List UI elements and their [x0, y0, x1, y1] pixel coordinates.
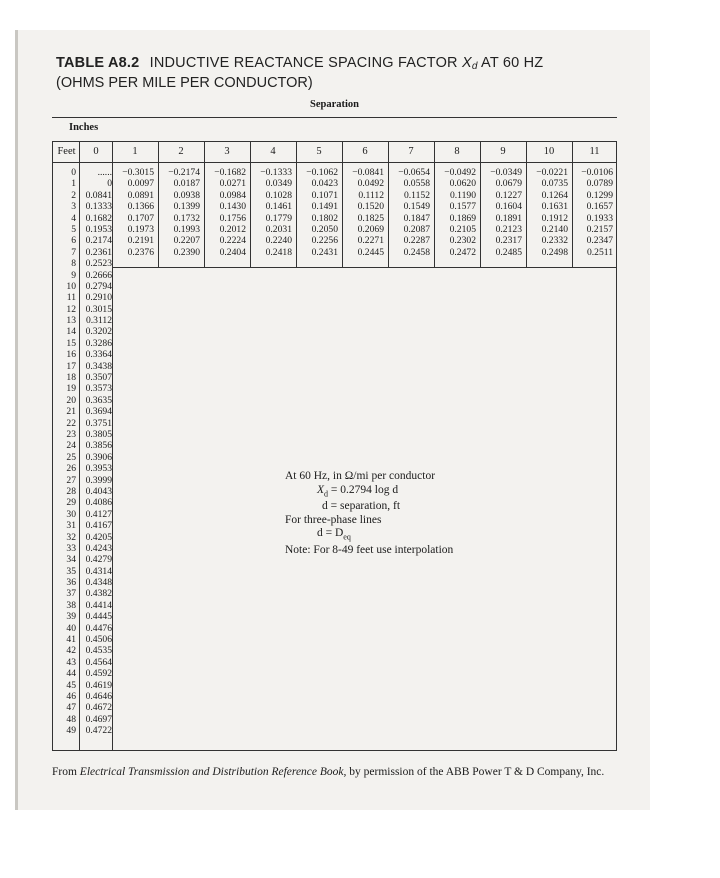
feet-cell: 46 — [66, 690, 76, 702]
credit-prefix: From — [52, 766, 80, 778]
value-cell: 0.2445 — [357, 246, 384, 258]
inch-0-cell: 0.4619 — [85, 679, 112, 691]
value-cell: 0.2287 — [403, 235, 430, 247]
feet-cell: 20 — [66, 394, 76, 406]
inch-11-column — [572, 167, 613, 258]
value-cell: 0.1891 — [495, 212, 522, 224]
value-cell: 0.1779 — [265, 212, 292, 224]
value-cell: 0.1549 — [403, 201, 430, 213]
inch-3-column — [204, 167, 246, 258]
value-cell: 0.1071 — [311, 189, 338, 201]
inch-0-cell: 0.4279 — [85, 554, 112, 566]
inch-0-cell: 0.4564 — [85, 656, 112, 668]
inch-0-cell: 0.3286 — [85, 337, 112, 349]
inch-0-cell: 0.2666 — [85, 269, 112, 281]
inch-0-cell: 0.1953 — [85, 223, 112, 235]
inch-0-cell: 0.4414 — [85, 599, 112, 611]
value-cell: 0.1933 — [586, 212, 613, 224]
inch-2-column — [158, 167, 200, 258]
value-cell: 0.1604 — [495, 201, 522, 213]
inch-8-column — [434, 167, 476, 258]
inch-0-cell: 0.3112 — [85, 315, 112, 327]
inch-0-cell: 0.4535 — [85, 645, 112, 657]
value-cell: 0.2050 — [311, 223, 338, 235]
separation-rule — [52, 117, 617, 118]
value-cell: 0.2207 — [173, 235, 200, 247]
value-cell: 0.2123 — [495, 223, 522, 235]
feet-cell: 7 — [71, 246, 76, 258]
header-inch-6: 6 — [362, 146, 368, 157]
header-inch-2: 2 — [178, 146, 184, 157]
inch-0-cell: 0.2794 — [85, 280, 112, 292]
feet-cell: 45 — [66, 679, 76, 691]
value-cell: 0.2332 — [541, 235, 568, 247]
inch-0-cell: 0.3999 — [85, 474, 112, 486]
value-cell: 0.1366 — [127, 201, 154, 213]
feet-cell: 32 — [66, 531, 76, 543]
credit-suffix: by permission of the ABB Power T & D Company, Inc. — [346, 766, 605, 778]
feet-cell: 14 — [66, 326, 76, 338]
inch-0-cell: 0.4382 — [85, 588, 112, 600]
value-cell: 0.1299 — [586, 189, 613, 201]
inch-9-column — [480, 167, 522, 258]
value-cell: 0.2302 — [449, 235, 476, 247]
inch-0-cell: 0.2174 — [85, 235, 112, 247]
feet-cell: 21 — [66, 406, 76, 418]
value-cell: 0.1152 — [403, 189, 430, 201]
inch-0-cell: 0.3573 — [85, 383, 112, 395]
header-inch-0: 0 — [93, 146, 99, 157]
header-inch-1: 1 — [132, 146, 138, 157]
inch-1-column — [112, 167, 154, 258]
inch-0-cell: 0.2361 — [85, 246, 112, 258]
inch-0-cell: 0.4348 — [85, 577, 112, 589]
inch-0-cell: 0.0841 — [85, 189, 112, 201]
value-cell: 0.1264 — [541, 189, 568, 201]
value-cell: 0.2105 — [449, 223, 476, 235]
inch-0-cell: 0.1682 — [85, 212, 112, 224]
value-cell: 0.1399 — [173, 201, 200, 213]
feet-cell: 30 — [66, 508, 76, 520]
feet-cell: 35 — [66, 565, 76, 577]
value-cell: 0.2418 — [265, 246, 292, 258]
inch-0-cell: 0.3694 — [85, 406, 112, 418]
inch-0-cell: 0.2910 — [85, 292, 112, 304]
title-symbol: X — [461, 55, 472, 71]
inch-0-cell: 0.3906 — [85, 451, 112, 463]
header-inch-7: 7 — [408, 146, 414, 157]
inch-0-cell: 0.3364 — [85, 349, 112, 361]
inch-0-cell: 0.3953 — [85, 463, 112, 475]
inch-0-cell: 0.3805 — [85, 428, 112, 440]
value-cell: 0.1756 — [219, 212, 246, 224]
feet-cell: 13 — [66, 315, 76, 327]
value-cell: −0.0841 — [352, 167, 384, 178]
feet-cell: 2 — [71, 189, 76, 201]
value-cell: 0.2390 — [173, 246, 200, 258]
value-cell: 0.0891 — [127, 189, 154, 201]
title-symbol-subscript: d — [471, 61, 478, 72]
inch-4-column — [250, 167, 292, 258]
feet-column — [53, 167, 79, 737]
note-units: At 60 Hz, in Ω/mi per conductor — [285, 470, 436, 482]
feet-cell: 18 — [66, 372, 76, 384]
feet-cell: 24 — [66, 440, 76, 452]
feet-cell: 37 — [66, 588, 76, 600]
table-label: TABLE A8.2 — [56, 55, 140, 71]
header-inch-5: 5 — [316, 146, 322, 157]
title-line-2: (OHMS PER MILE PER CONDUCTOR) — [56, 75, 313, 91]
value-cell: 0.0271 — [219, 178, 246, 190]
value-cell: 0.2485 — [495, 246, 522, 258]
value-cell: 0.2256 — [311, 235, 338, 247]
value-cell: 0.0938 — [173, 189, 200, 201]
value-cell: 0.0679 — [495, 178, 522, 190]
inch-10-column — [526, 167, 568, 258]
formula-note — [285, 470, 453, 558]
feet-cell: 47 — [66, 702, 76, 714]
value-cell: 0.1802 — [311, 212, 338, 224]
note-separation-def: d = separation, ft — [322, 500, 401, 513]
value-cell: 0.1912 — [541, 212, 568, 224]
title-text: INDUCTIVE REACTANCE SPACING FACTOR — [149, 55, 458, 71]
header-inch-3: 3 — [224, 146, 230, 157]
table-header-row — [53, 142, 616, 163]
value-cell: 0.1112 — [358, 189, 384, 201]
feet-cell: 33 — [66, 542, 76, 554]
value-cell: 0.1847 — [403, 212, 430, 224]
value-cell: −0.1682 — [214, 167, 246, 178]
value-cell: 0.2031 — [265, 223, 292, 235]
feet-cell: 26 — [66, 463, 76, 475]
feet-cell: 9 — [71, 269, 76, 281]
value-cell: 0.2240 — [265, 235, 292, 247]
feet-cell: 0 — [71, 167, 76, 178]
inches-label: Inches — [69, 122, 99, 133]
value-cell: 0.1993 — [173, 223, 200, 235]
value-cell: 0.0097 — [127, 178, 154, 190]
inch-5-column — [296, 167, 338, 258]
note-three-phase: For three-phase lines — [285, 513, 382, 526]
deq-expression: d = D — [317, 527, 344, 540]
header-inch-10: 10 — [543, 146, 555, 157]
feet-cell: 29 — [66, 497, 76, 509]
note-deq — [285, 527, 453, 544]
formula-symbol: X — [317, 483, 325, 496]
inch-0-cell: 0.2523 — [85, 258, 112, 270]
inch-0-cell: 0.3438 — [85, 360, 112, 372]
value-cell: −0.0492 — [444, 167, 476, 178]
feet-cell: 31 — [66, 520, 76, 532]
inch-0-cell: 0.4722 — [85, 725, 112, 737]
title-line-1 — [56, 55, 543, 75]
value-cell: 0.1973 — [127, 223, 154, 235]
values-block-bottom — [112, 267, 617, 268]
inch-0-cell: 0.4205 — [85, 531, 112, 543]
value-cell: 0.1577 — [449, 201, 476, 213]
feet-cell: 3 — [71, 201, 76, 213]
feet-cell: 16 — [66, 349, 76, 361]
header-inch-8: 8 — [454, 146, 460, 157]
feet-cell: 10 — [66, 280, 76, 292]
feet-cell: 12 — [66, 303, 76, 315]
inch-0-cell: 0.3202 — [85, 326, 112, 338]
value-cell: 0.0423 — [311, 178, 338, 190]
value-cell: −0.1333 — [260, 167, 292, 178]
value-cell: −0.2174 — [168, 167, 200, 178]
value-cell: 0.2069 — [357, 223, 384, 235]
inch-0-cell: 0.3015 — [85, 303, 112, 315]
inch-6-column — [342, 167, 384, 258]
inch-7-column — [388, 167, 430, 258]
value-cell: −0.0349 — [490, 167, 522, 178]
header-feet: Feet — [57, 146, 76, 157]
value-cell: 0.1461 — [265, 201, 292, 213]
value-cell: 0.1190 — [449, 189, 476, 201]
inch-0-cell: 0.3507 — [85, 372, 112, 384]
inch-0-cell: 0 — [107, 178, 112, 190]
feet-cell: 41 — [66, 634, 76, 646]
value-cell: 0.1825 — [357, 212, 384, 224]
feet-cell: 19 — [66, 383, 76, 395]
value-cell: 0.1707 — [127, 212, 154, 224]
inch-0-cell: 0.4506 — [85, 634, 112, 646]
feet-cell: 8 — [71, 258, 76, 270]
value-cell: 0.1657 — [586, 201, 613, 213]
inch-0-cell: 0.4697 — [85, 713, 112, 725]
value-cell: 0.1631 — [541, 201, 568, 213]
feet-cell: 39 — [66, 611, 76, 623]
feet-cell: 27 — [66, 474, 76, 486]
feet-cell: 38 — [66, 599, 76, 611]
value-cell: 0.2511 — [586, 246, 613, 258]
inch-0-cell: 0.3751 — [85, 417, 112, 429]
inch-0-cell: 0.4592 — [85, 668, 112, 680]
inch-0-column — [80, 167, 112, 737]
feet-cell: 48 — [66, 713, 76, 725]
value-cell: 0.1430 — [219, 201, 246, 213]
feet-cell: 17 — [66, 360, 76, 372]
formula-subscript: d — [324, 488, 329, 498]
feet-cell: 15 — [66, 337, 76, 349]
value-cell: 0.2347 — [586, 235, 613, 247]
value-cell: −0.1062 — [306, 167, 338, 178]
value-cell: 0.2498 — [541, 246, 568, 258]
feet-cell: 40 — [66, 622, 76, 634]
source-credit — [52, 765, 617, 779]
feet-cell: 25 — [66, 451, 76, 463]
reactance-table — [52, 141, 617, 751]
header-inch-11: 11 — [589, 146, 600, 157]
value-cell: 0.0558 — [403, 178, 430, 190]
value-cell: 0.2317 — [495, 235, 522, 247]
inch-0-cell: 0.1333 — [85, 201, 112, 213]
inch-0-cell: 0.3856 — [85, 440, 112, 452]
value-cell: 0.2472 — [449, 246, 476, 258]
note-formula — [285, 484, 453, 501]
value-cell: 0.1227 — [495, 189, 522, 201]
inch-0-cell: 0.4086 — [85, 497, 112, 509]
value-cell: 0.2404 — [219, 246, 246, 258]
inch-0-cell: ...... — [97, 167, 112, 178]
inch-0-cell: 0.4672 — [85, 702, 112, 714]
separation-label: Separation — [310, 99, 360, 110]
feet-cell: 42 — [66, 645, 76, 657]
inch-0-cell: 0.4127 — [85, 508, 112, 520]
inch-0-cell: 0.4476 — [85, 622, 112, 634]
table-title — [56, 55, 543, 91]
header-inch-4: 4 — [270, 146, 276, 157]
value-cell: 0.1732 — [173, 212, 200, 224]
value-cell: 0.0620 — [449, 178, 476, 190]
value-cell: 0.2458 — [403, 246, 430, 258]
value-cell: 0.1869 — [449, 212, 476, 224]
inch-0-cell: 0.4314 — [85, 565, 112, 577]
feet-cell: 36 — [66, 577, 76, 589]
value-cell: −0.0654 — [398, 167, 430, 178]
value-cell: 0.0349 — [265, 178, 292, 190]
value-cell: 0.2376 — [127, 246, 154, 258]
value-cell: 0.0789 — [586, 178, 613, 190]
value-cell: −0.0221 — [536, 167, 568, 178]
value-cell: 0.2012 — [219, 223, 246, 235]
inch-0-cell: 0.4243 — [85, 542, 112, 554]
feet-cell: 34 — [66, 554, 76, 566]
feet-cell: 1 — [71, 178, 76, 190]
note-interpolation: Note: For 8-49 feet use interpolation — [285, 544, 454, 557]
formula-expression: = 0.2794 log d — [328, 483, 399, 496]
inch-0-cell: 0.4445 — [85, 611, 112, 623]
value-cell: −0.0106 — [581, 167, 613, 178]
feet-cell: 6 — [71, 235, 76, 247]
deq-subscript: eq — [343, 532, 351, 542]
feet-cell: 43 — [66, 656, 76, 668]
value-cell: 0.0735 — [541, 178, 568, 190]
value-cell: 0.0187 — [173, 178, 200, 190]
value-cell: 0.2157 — [586, 223, 613, 235]
feet-cell: 28 — [66, 485, 76, 497]
value-cell: 0.0492 — [357, 178, 384, 190]
value-cell: 0.0984 — [219, 189, 246, 201]
header-inch-9: 9 — [500, 146, 506, 157]
value-cell: 0.1520 — [357, 201, 384, 213]
value-cell: 0.2191 — [127, 235, 154, 247]
feet-cell: 23 — [66, 428, 76, 440]
value-cell: 0.1491 — [311, 201, 338, 213]
title-suffix: AT 60 HZ — [481, 55, 544, 71]
value-cell: 0.2224 — [219, 235, 246, 247]
feet-cell: 11 — [66, 292, 76, 304]
value-cell: 0.2271 — [357, 235, 384, 247]
inch-0-cell: 0.4646 — [85, 690, 112, 702]
feet-cell: 49 — [66, 725, 76, 737]
value-cell: 0.2431 — [311, 246, 338, 258]
inch-0-cell: 0.4043 — [85, 485, 112, 497]
page-edge — [15, 30, 18, 810]
feet-cell: 22 — [66, 417, 76, 429]
feet-cell: 4 — [71, 212, 76, 224]
credit-book-title: Electrical Transmission and Distribution Reference Book, — [79, 766, 347, 778]
feet-cell: 44 — [66, 668, 76, 680]
value-cell: 0.1028 — [265, 189, 292, 201]
inch-0-cell: 0.3635 — [85, 394, 112, 406]
inch-0-cell: 0.4167 — [85, 520, 112, 532]
value-cell: 0.2140 — [541, 223, 568, 235]
value-cell: −0.3015 — [122, 167, 154, 178]
value-cell: 0.2087 — [403, 223, 430, 235]
feet-cell: 5 — [71, 223, 76, 235]
